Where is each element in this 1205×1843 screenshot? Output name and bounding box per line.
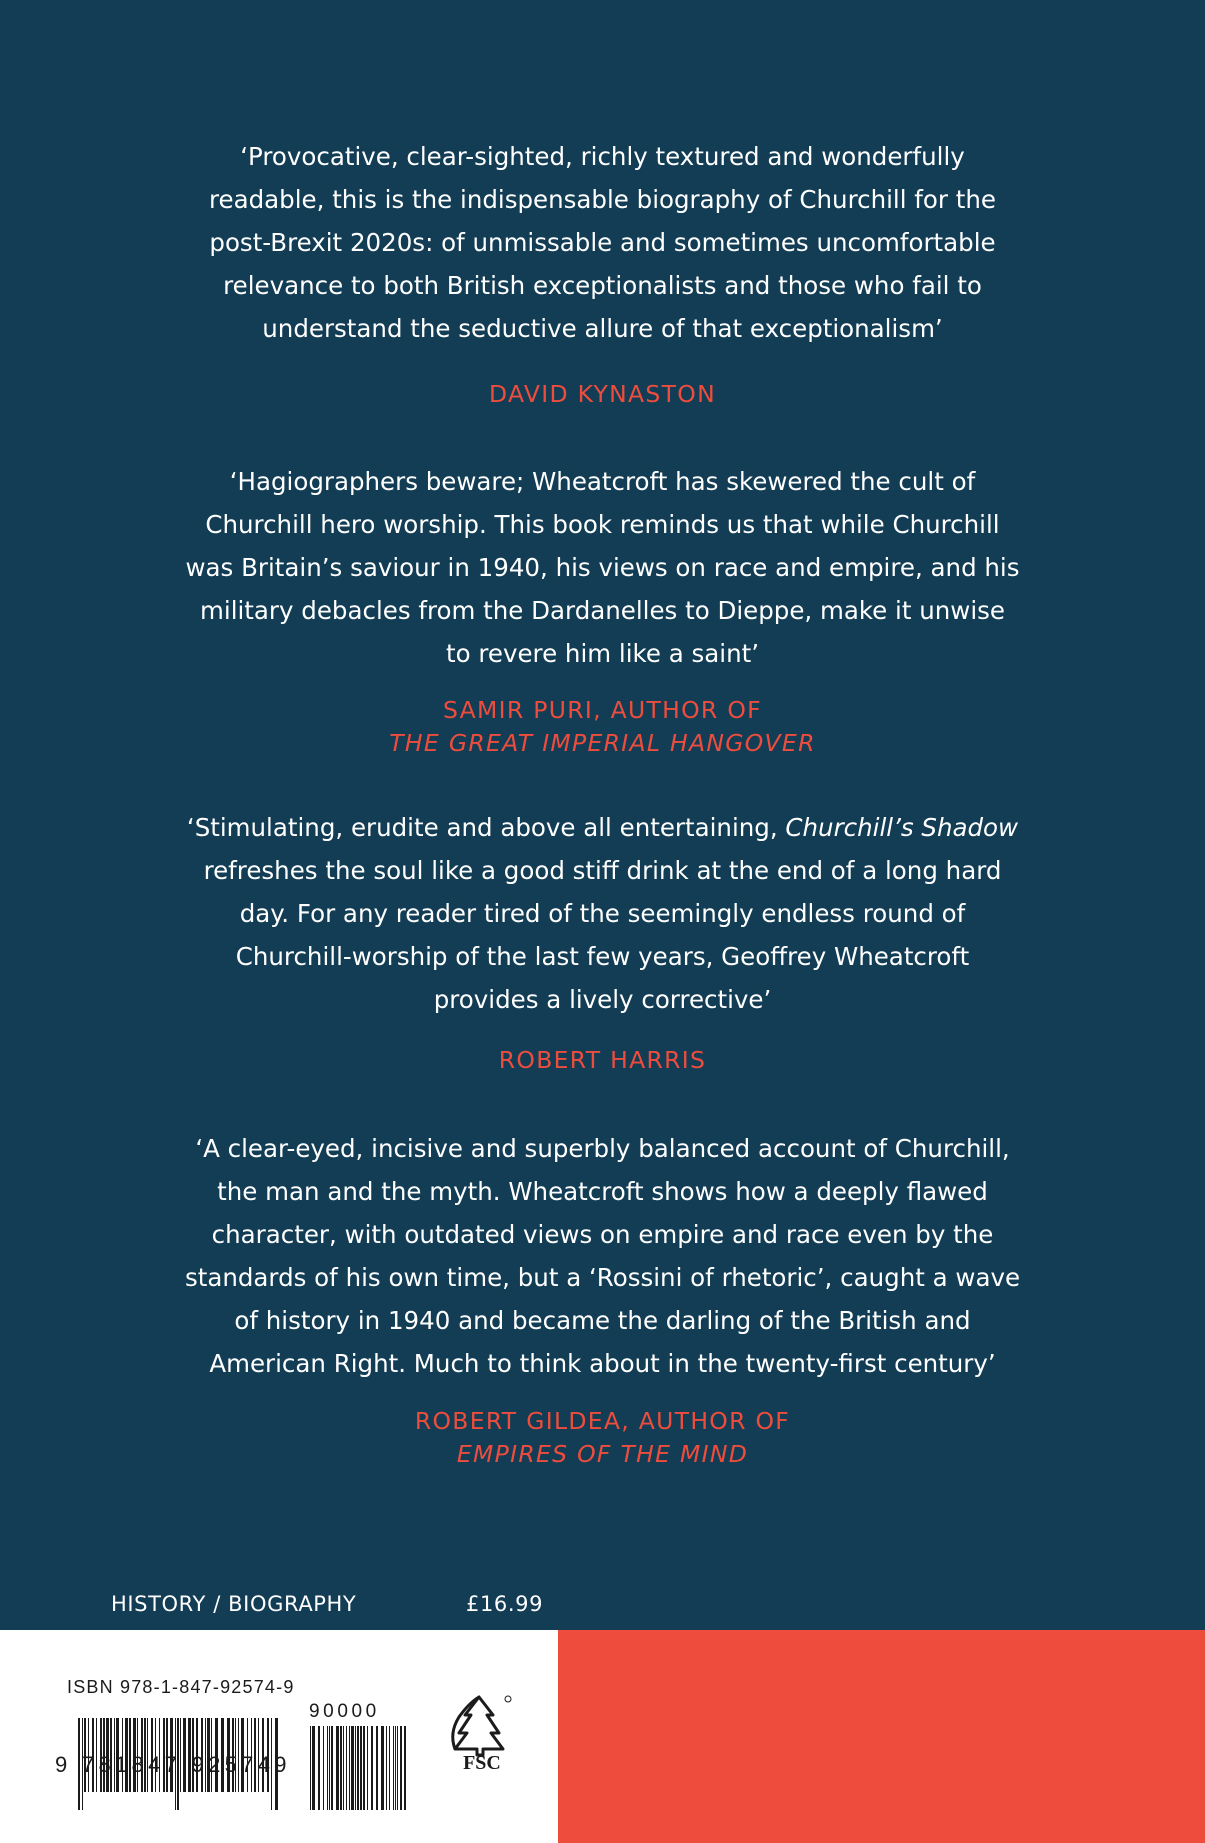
price-label: £16.99 [466, 1592, 544, 1616]
genre-label: HISTORY / BIOGRAPHY [111, 1592, 357, 1616]
attribution-2 [150, 694, 1055, 760]
attribution-work: THE GREAT IMPERIAL HANGOVER [389, 729, 816, 757]
attribution-work: EMPIRES OF THE MIND [456, 1440, 749, 1468]
barcode-addon-bar [318, 1726, 320, 1810]
barcode-addon-bar [376, 1726, 378, 1810]
quote-line: refreshes the soul like a good stiff drink at the end of a long hard [203, 856, 1002, 885]
barcode-addon-bar [404, 1726, 406, 1810]
book-title: Churchill’s Shadow [785, 813, 1019, 842]
quote-line: provides a lively corrective’ [433, 985, 772, 1014]
barcode-addon-bar [360, 1726, 362, 1810]
barcode-addon-bar [310, 1726, 311, 1810]
quote-4 [150, 1127, 1055, 1385]
quote-line: Churchill-worship of the last few years, Geoffrey Wheatcroft [235, 942, 970, 971]
isbn-label: ISBN 978-1-847-92574-9 [67, 1677, 295, 1697]
quote-3 [150, 806, 1055, 1021]
quote-line: readable, this is the indispensable biography of Churchill for the [209, 185, 996, 214]
quote-line: ‘Provocative, clear-sighted, richly textured and wonderfully [240, 142, 965, 171]
quote-1 [150, 135, 1055, 350]
fsc-label: FSC [463, 1752, 501, 1774]
quote-line: understand the seductive allure of that exceptionalism’ [262, 314, 943, 343]
barcode-addon-bar [329, 1726, 330, 1810]
quote-line: military debacles from the Dardanelles to Dieppe, make it unwise [200, 596, 1005, 625]
barcode-addon-bar [393, 1726, 394, 1810]
barcode-addon-bar [340, 1726, 342, 1810]
quote-line: post-Brexit 2020s: of unmissable and sometimes uncomfortable [209, 228, 996, 257]
quote-line [150, 806, 1055, 849]
attribution-name: ROBERT GILDEA, AUTHOR OF [414, 1407, 791, 1435]
barcode-addon-bar [343, 1726, 344, 1810]
barcode-addon-digits: 90000 [309, 1701, 380, 1722]
barcode-addon-bar [386, 1726, 387, 1810]
quote-line: the man and the myth. Wheatcroft shows how a deeply flawed [217, 1177, 988, 1206]
quote-line: ‘A clear-eyed, incisive and superbly balanced account of Churchill, [195, 1134, 1010, 1163]
quote-line: Churchill hero worship. This book reminds us that while Churchill [205, 510, 1000, 539]
attribution-name: DAVID KYNASTON [489, 380, 716, 408]
barcode-addon-bar [367, 1726, 368, 1810]
barcode-addon-bar [323, 1726, 324, 1810]
barcode-addon-bar [312, 1726, 315, 1810]
barcode-addon-bar [336, 1726, 339, 1810]
attribution-1 [150, 378, 1055, 411]
accent-panel [558, 1630, 1205, 1843]
barcode-addon-bar [381, 1726, 384, 1810]
quote-line: day. For any reader tired of the seemingly endless round of [239, 899, 966, 928]
quote-line: to revere him like a saint’ [445, 639, 760, 668]
barcode-addon-bar [395, 1726, 396, 1810]
barcode-addon-bar [331, 1726, 333, 1810]
quote-line: ‘Hagiographers beware; Wheatcroft has skewered the cult of [229, 467, 976, 496]
quote-2 [150, 460, 1055, 675]
quote-line: of history in 1940 and became the darling of the British and [234, 1306, 971, 1335]
attribution-4 [150, 1405, 1055, 1471]
attribution-name: SAMIR PURI, AUTHOR OF [443, 696, 762, 724]
barcode-addon-bar [327, 1726, 328, 1810]
barcode-addon-bar [371, 1726, 373, 1810]
quote-line: character, with outdated views on empire and race even by the [211, 1220, 994, 1249]
barcode-addon-bar [397, 1726, 398, 1810]
attribution-name: ROBERT HARRIS [498, 1046, 707, 1074]
barcode-addon-bar [349, 1726, 350, 1810]
barcode-addon-bar [357, 1726, 359, 1810]
quote-line: American Right. Much to think about in the twenty-first century’ [209, 1349, 996, 1378]
barcode-addon-bar [400, 1726, 402, 1810]
barcode-addon-bar [351, 1726, 354, 1810]
quote-text: ‘Stimulating, erudite and above all entertaining, [186, 813, 786, 842]
quote-line: standards of his own time, but a ‘Rossini of rhetoric’, caught a wave [184, 1263, 1021, 1292]
attribution-3 [150, 1044, 1055, 1077]
barcode-addon-bar [389, 1726, 390, 1810]
barcode-digits: 9 781847 925749 [55, 1752, 291, 1777]
barcode-addon-bar [363, 1726, 365, 1810]
barcode-addon-bar [355, 1726, 356, 1810]
quote-line: was Britain’s saviour in 1940, his views on race and empire, and his [185, 553, 1020, 582]
barcode-addon-bar [346, 1726, 347, 1810]
quote-line: relevance to both British exceptionalists and those who fail to [223, 271, 982, 300]
